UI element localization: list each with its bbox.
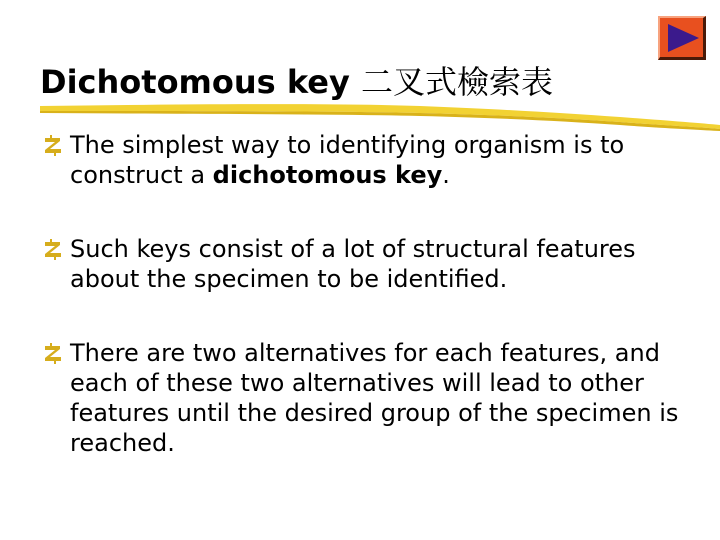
bullet-item	[42, 234, 702, 294]
slide-title-latin: Dichotomous key	[40, 63, 350, 101]
bullet-text: The simplest way to identifying organism is to construct a dichotomous key.	[70, 131, 625, 189]
bullet-list	[42, 130, 702, 458]
key-term: dichotomous key	[212, 161, 443, 189]
next-slide-button[interactable]	[658, 16, 706, 60]
bullet-text: There are two alternatives for each features, and each of these two alternatives will lead to other features until the desired group of the specimen is reached.	[70, 339, 679, 457]
z-bullet-icon	[42, 341, 64, 365]
slide-title-cjk: 二叉式檢索表	[360, 63, 553, 101]
play-arrow-icon	[666, 23, 700, 53]
z-bullet-icon	[42, 133, 64, 157]
z-bullet-icon	[42, 237, 64, 261]
bullet-text: Such keys consist of a lot of structural features about the specimen to be identified.	[70, 235, 636, 293]
bullet-item	[42, 338, 702, 458]
bullet-item	[42, 130, 702, 190]
